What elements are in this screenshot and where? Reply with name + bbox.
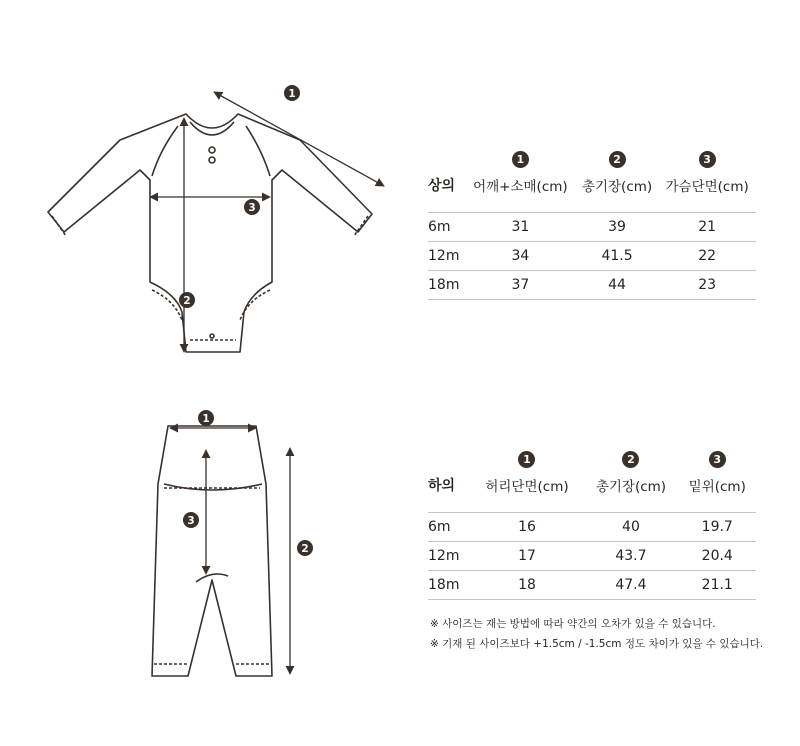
table-cell: 39 [576, 213, 658, 242]
bottom-size-table [428, 448, 756, 600]
top-label: 상의 [428, 178, 456, 194]
bottom-label: 하의 [428, 478, 456, 494]
size-label: 18m [428, 571, 471, 600]
table-row [428, 571, 756, 600]
size-label: 6m [428, 513, 471, 542]
table-cell: 47.4 [583, 571, 678, 600]
table-cell: 21 [658, 213, 756, 242]
svg-text:1: 1 [202, 413, 210, 425]
column-header: 총기장(cm) [581, 179, 653, 195]
table-row [428, 213, 756, 242]
column-header: 총기장(cm) [595, 479, 667, 495]
column-header: 허리단면(cm) [485, 479, 569, 495]
svg-text:3: 3 [187, 515, 195, 527]
table-cell: 37 [465, 271, 576, 300]
table-cell: 34 [465, 242, 576, 271]
svg-text:3: 3 [248, 202, 256, 214]
table-cell: 16 [471, 513, 584, 542]
bottom-marker-row [428, 448, 756, 470]
table-cell: 22 [658, 242, 756, 271]
table-cell: 17 [471, 542, 584, 571]
bottom-header-row [428, 470, 756, 500]
table-row [428, 542, 756, 571]
table-cell: 31 [465, 213, 576, 242]
table-row [428, 242, 756, 271]
table-row [428, 513, 756, 542]
size-notes [430, 614, 763, 654]
marker-3: 3 [699, 151, 716, 168]
table-cell: 43.7 [583, 542, 678, 571]
top-marker-row [428, 148, 756, 170]
size-label: 12m [428, 542, 471, 571]
table-cell: 23 [658, 271, 756, 300]
table-cell: 19.7 [679, 513, 756, 542]
svg-text:2: 2 [183, 295, 191, 307]
svg-text:2: 2 [301, 543, 309, 555]
table-cell: 44 [576, 271, 658, 300]
note-line: ※ 기재 된 사이즈보다 +1.5cm / -1.5cm 정도 차이가 있을 수 있습니다. [430, 638, 764, 650]
marker-3-leggings [183, 512, 199, 528]
table-cell: 20.4 [679, 542, 756, 571]
size-label: 18m [428, 271, 465, 300]
svg-text:1: 1 [288, 88, 296, 100]
size-label: 6m [428, 213, 465, 242]
top-header-row [428, 170, 756, 200]
marker-2-leggings [297, 540, 313, 556]
column-header: 밑위(cm) [688, 479, 746, 495]
table-cell: 18 [471, 571, 584, 600]
note-line: ※ 사이즈는 재는 방법에 따라 약간의 오차가 있을 수 있습니다. [430, 618, 716, 630]
marker-2-bodysuit [179, 292, 195, 308]
bodysuit-drawing [48, 114, 372, 352]
marker-1-bodysuit [284, 85, 300, 101]
marker-1-leggings [198, 410, 214, 426]
leggings-drawing [152, 426, 272, 676]
size-label: 12m [428, 242, 465, 271]
marker-3: 3 [709, 451, 726, 468]
table-row [428, 271, 756, 300]
table-cell: 21.1 [679, 571, 756, 600]
marker-3-bodysuit [244, 199, 260, 215]
marker-1: 1 [518, 451, 535, 468]
top-size-table [428, 148, 756, 300]
marker-2: 2 [609, 151, 626, 168]
column-header: 어깨+소매(cm) [473, 179, 568, 195]
table-cell: 40 [583, 513, 678, 542]
marker-2: 2 [622, 451, 639, 468]
marker-1: 1 [512, 151, 529, 168]
column-header: 가슴단면(cm) [665, 179, 749, 195]
table-cell: 41.5 [576, 242, 658, 271]
